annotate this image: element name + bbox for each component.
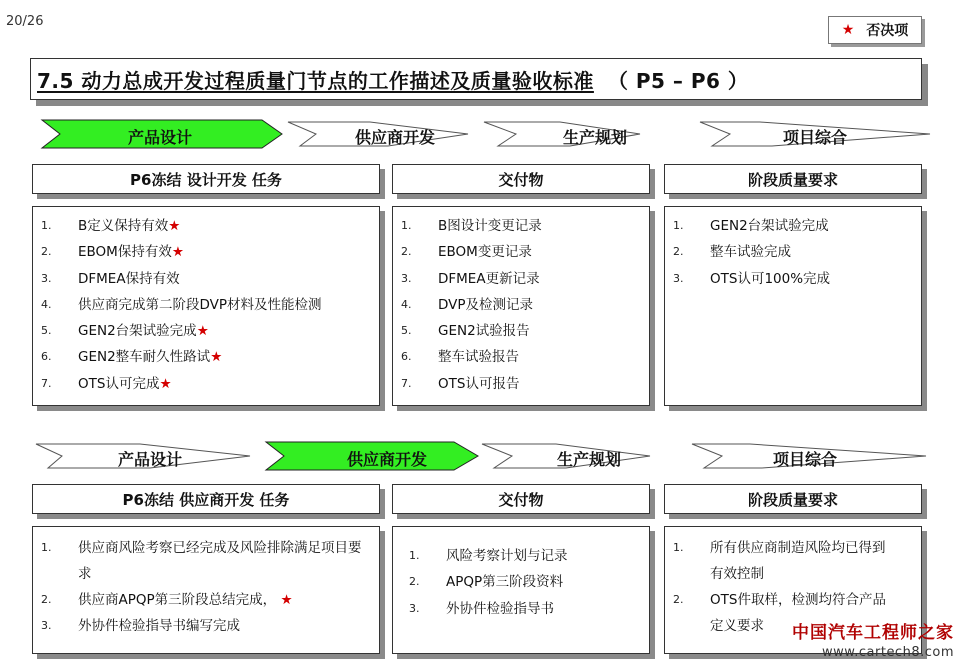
list-item: 6. GEN2整车耐久性路试★ [41, 349, 223, 366]
deliverables-box [392, 206, 650, 406]
tasks-list [41, 535, 373, 640]
list-item: 1. 供应商风险考察已经完成及风险排除满足项目要求 [41, 540, 362, 582]
phase-label-2: 供应商开发 [346, 450, 427, 469]
list-item: 1. 所有供应商制造风险均已得到有效控制 [673, 540, 886, 582]
star-icon: ★ [210, 349, 223, 366]
column-header-tasks: P6冻结 设计开发 任务 [32, 164, 380, 194]
title-box [30, 58, 922, 100]
column-header-quality-requirements: 阶段质量要求 [664, 484, 922, 514]
phase-label-2: 供应商开发 [354, 128, 435, 147]
list-item: 2. OTS件取样，检测均符合产品定义要求 [673, 592, 886, 634]
star-icon: ★ [280, 592, 293, 608]
list-item: 3. DFMEA更新记录 [401, 270, 540, 287]
list-item: 1. B图设计变更记录 [401, 218, 542, 234]
tasks-list [41, 213, 373, 397]
star-icon: ★ [841, 22, 855, 38]
page-number: 20/26 [6, 14, 44, 29]
list-item: 3. 外协件检验指导书编写完成 [41, 618, 240, 635]
column-header-deliverables: 交付物 [392, 484, 650, 514]
phase-label-1: 产品设计 [117, 450, 182, 469]
phase-label-4: 项目综合 [782, 128, 847, 147]
watermark-url: www.cartech8.com [822, 645, 954, 660]
list-item: 4. 供应商完成第二阶段DVP材料及性能检测 [41, 296, 322, 313]
list-item: 5. GEN2台架试验完成★ [41, 323, 209, 340]
list-item: 2. 供应商APQP第三阶段总结完成， ★ [41, 592, 293, 608]
list-item: 2. EBOM变更记录 [401, 244, 532, 261]
watermark [792, 618, 954, 660]
star-icon: ★ [168, 218, 181, 234]
list-item: 5. GEN2试验报告 [401, 323, 530, 340]
phase-label-4: 项目综合 [772, 450, 837, 469]
list-item: 3. DFMEA保持有效 [41, 270, 180, 287]
column-header-deliverables: 交付物 [392, 164, 650, 194]
watermark-name: 中国汽车工程师之家 [792, 623, 954, 643]
list-item: 7. OTS认可完成★ [41, 375, 172, 392]
star-icon: ★ [159, 375, 172, 392]
list-item: 1. 风险考察计划与记录 [409, 548, 568, 564]
veto-legend [828, 16, 922, 44]
phase-label-1: 产品设计 [127, 128, 192, 147]
list-item: 4. DVP及检测记录 [401, 296, 534, 313]
page-title [37, 65, 748, 94]
deliverables-list [401, 213, 643, 397]
star-icon: ★ [171, 244, 184, 261]
list-item: 3. OTS认可100%完成 [673, 270, 831, 287]
list-item: 1. GEN2台架试验完成 [673, 218, 829, 234]
phase-label-3: 生产规划 [562, 128, 627, 147]
phase-label-3: 生产规划 [556, 450, 621, 469]
deliverables-box [392, 526, 650, 654]
column-header-tasks: P6冻结 供应商开发 任务 [32, 484, 380, 514]
list-item: 1. B定义保持有效★ [41, 218, 181, 234]
page-title-main: 7.5 动力总成开发过程质量门节点的工作描述及质量验收标准 [37, 69, 594, 93]
veto-legend-label: 否决项 [866, 23, 909, 39]
list-item: 2. EBOM保持有效★ [41, 244, 184, 261]
tasks-box [32, 526, 380, 654]
list-item: 7. OTS认可报告 [401, 375, 520, 392]
tasks-box [32, 206, 380, 406]
quality-requirements-list [673, 213, 915, 292]
list-item: 6. 整车试验报告 [401, 349, 519, 366]
list-item: 2. APQP第三阶段资料 [409, 574, 564, 591]
quality-requirements-box [664, 206, 922, 406]
column-header-quality-requirements: 阶段质量要求 [664, 164, 922, 194]
star-icon: ★ [196, 323, 209, 340]
deliverables-list [409, 543, 643, 622]
list-item: 2. 整车试验完成 [673, 244, 791, 261]
page-title-suffix: （ P5 – P6 ） [607, 69, 749, 93]
list-item: 3. 外协件检验指导书 [409, 600, 554, 617]
